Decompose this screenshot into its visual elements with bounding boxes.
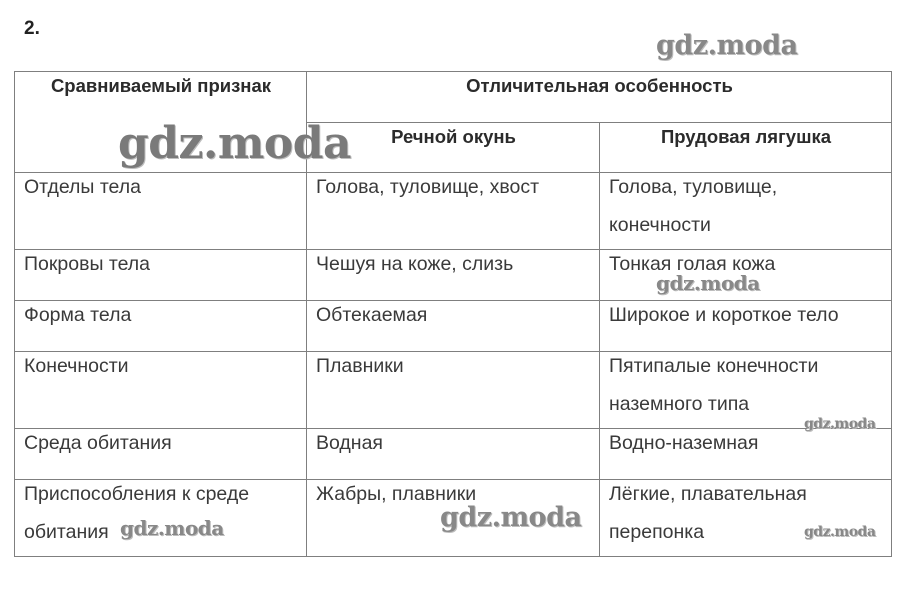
cell-perch: Плавники xyxy=(307,352,600,429)
cell-frog: Голова, туловище, конечности xyxy=(600,173,892,250)
watermark: gdz.moda xyxy=(118,118,352,169)
table-row xyxy=(15,301,892,352)
watermark: gdz.moda xyxy=(120,516,224,540)
header-frog: Прудовая лягушка xyxy=(600,123,892,173)
cell-frog: Водно-наземная xyxy=(600,429,892,480)
cell-frog: Широкое и короткое тело xyxy=(600,301,892,352)
cell-perch: Жабры, плавники xyxy=(307,480,600,557)
cell-frog: Тонкая голая кожа xyxy=(600,250,892,301)
header-feature: Сравниваемый признак xyxy=(15,72,307,173)
table-row xyxy=(15,429,892,480)
cell-perch: Голова, туловище, хвост xyxy=(307,173,600,250)
watermark: gdz.moda xyxy=(656,30,798,61)
cell-feature: Отделы тела xyxy=(15,173,307,250)
header-perch: Речной окунь xyxy=(307,123,600,173)
watermark: gdz.moda xyxy=(440,502,582,533)
task-number: 2. xyxy=(24,18,40,39)
watermark: gdz.moda xyxy=(656,271,760,295)
cell-feature: Среда обитания xyxy=(15,429,307,480)
cell-feature: Покровы тела xyxy=(15,250,307,301)
table-row xyxy=(15,173,892,250)
cell-feature: Форма тела xyxy=(15,301,307,352)
header-difference: Отличительная особенность xyxy=(307,72,892,123)
watermark: gdz.moda xyxy=(804,416,876,432)
cell-feature: Приспособления к среде обитания xyxy=(15,480,307,557)
watermark: gdz.moda xyxy=(804,524,876,540)
cell-perch: Водная xyxy=(307,429,600,480)
cell-perch: Чешуя на коже, слизь xyxy=(307,250,600,301)
table-row xyxy=(15,352,892,429)
cell-frog: Лёгкие, плавательная перепонка xyxy=(600,480,892,557)
cell-frog: Пятипалые конечности наземного типа xyxy=(600,352,892,429)
cell-feature: Конечности xyxy=(15,352,307,429)
cell-perch: Обтекаемая xyxy=(307,301,600,352)
